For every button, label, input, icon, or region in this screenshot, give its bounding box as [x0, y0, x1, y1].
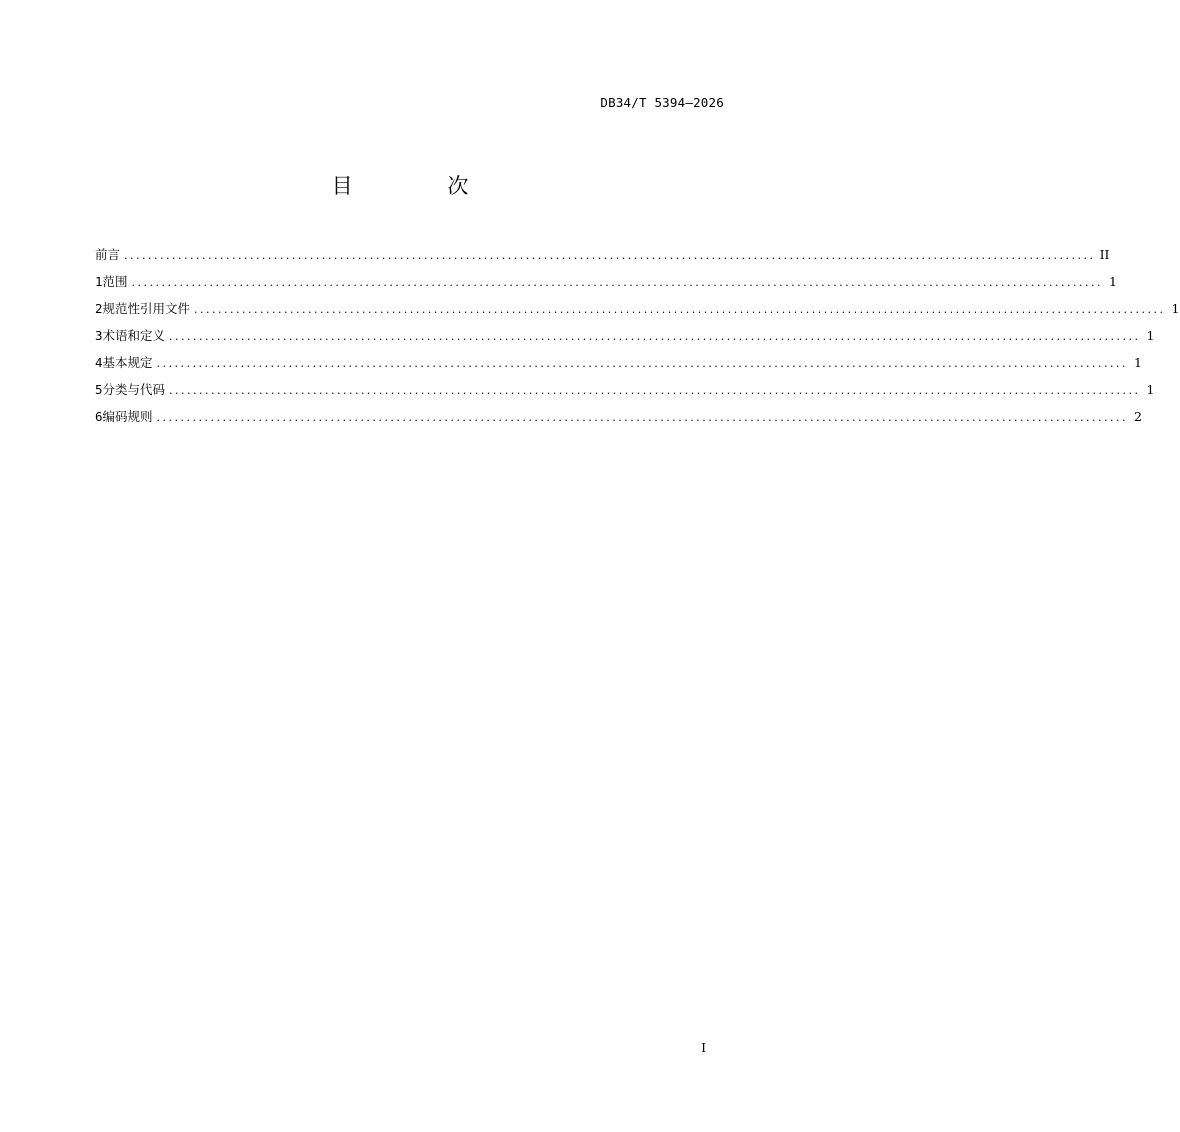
toc-entry-2[interactable] [95, 295, 1180, 322]
toc-entry-5[interactable] [95, 376, 1155, 403]
toc-entry-page: II [1099, 247, 1110, 262]
toc-entry-1[interactable] [95, 268, 1117, 295]
toc-entry-page: 1 [1109, 274, 1117, 289]
toc-entry-6[interactable] [95, 403, 1142, 430]
toc-entry-label: 编码规则 [102, 409, 153, 424]
toc-entry-label: 前言 [95, 247, 121, 262]
toc-entry-page: 1 [1171, 301, 1180, 316]
toc-dot-leader: .................................................................................................................................................................. [131, 276, 1103, 289]
toc-entry-number: 3 [95, 328, 103, 343]
toc-dot-leader: .................................................................................................................................................................. [169, 330, 1141, 343]
toc-entry-label: 规范性引用文件 [102, 301, 191, 316]
toc-entry-label: 基本规定 [102, 355, 153, 370]
toc-entry-number: 2 [95, 301, 103, 316]
toc-entry-page: 1 [1134, 355, 1142, 370]
toc-dot-leader: .................................................................................................................................................................. [156, 357, 1128, 370]
toc-entry-page: 1 [1146, 382, 1155, 397]
toc-entry-label: 术语和定义 [102, 328, 166, 343]
toc-dot-leader: .................................................................................................................................................................. [124, 249, 1096, 262]
toc-entry-label: 范围 [102, 274, 128, 289]
toc-entry-4[interactable] [95, 349, 1142, 376]
table-of-contents [95, 241, 1180, 430]
toc-entry-page: 2 [1134, 409, 1142, 424]
toc-entry-page: 1 [1146, 328, 1155, 343]
toc-dot-leader: .................................................................................................................................................................. [194, 303, 1166, 316]
toc-dot-leader: .................................................................................................................................................................. [169, 384, 1141, 397]
toc-entry-3[interactable] [95, 322, 1155, 349]
standard-code: DB34/T 5394—2026 [600, 95, 724, 110]
page-number: I [701, 1041, 706, 1055]
toc-entry-label: 分类与代码 [102, 382, 166, 397]
toc-dot-leader: .................................................................................................................................................................. [156, 411, 1128, 424]
toc-entry-number: 5 [95, 382, 103, 397]
toc-entry-number: 6 [95, 409, 103, 424]
toc-entry-number: 1 [95, 274, 103, 289]
page-title: 目 次 [331, 174, 513, 198]
toc-entry-number: 4 [95, 355, 103, 370]
toc-entry-foreword[interactable] [95, 241, 1110, 268]
